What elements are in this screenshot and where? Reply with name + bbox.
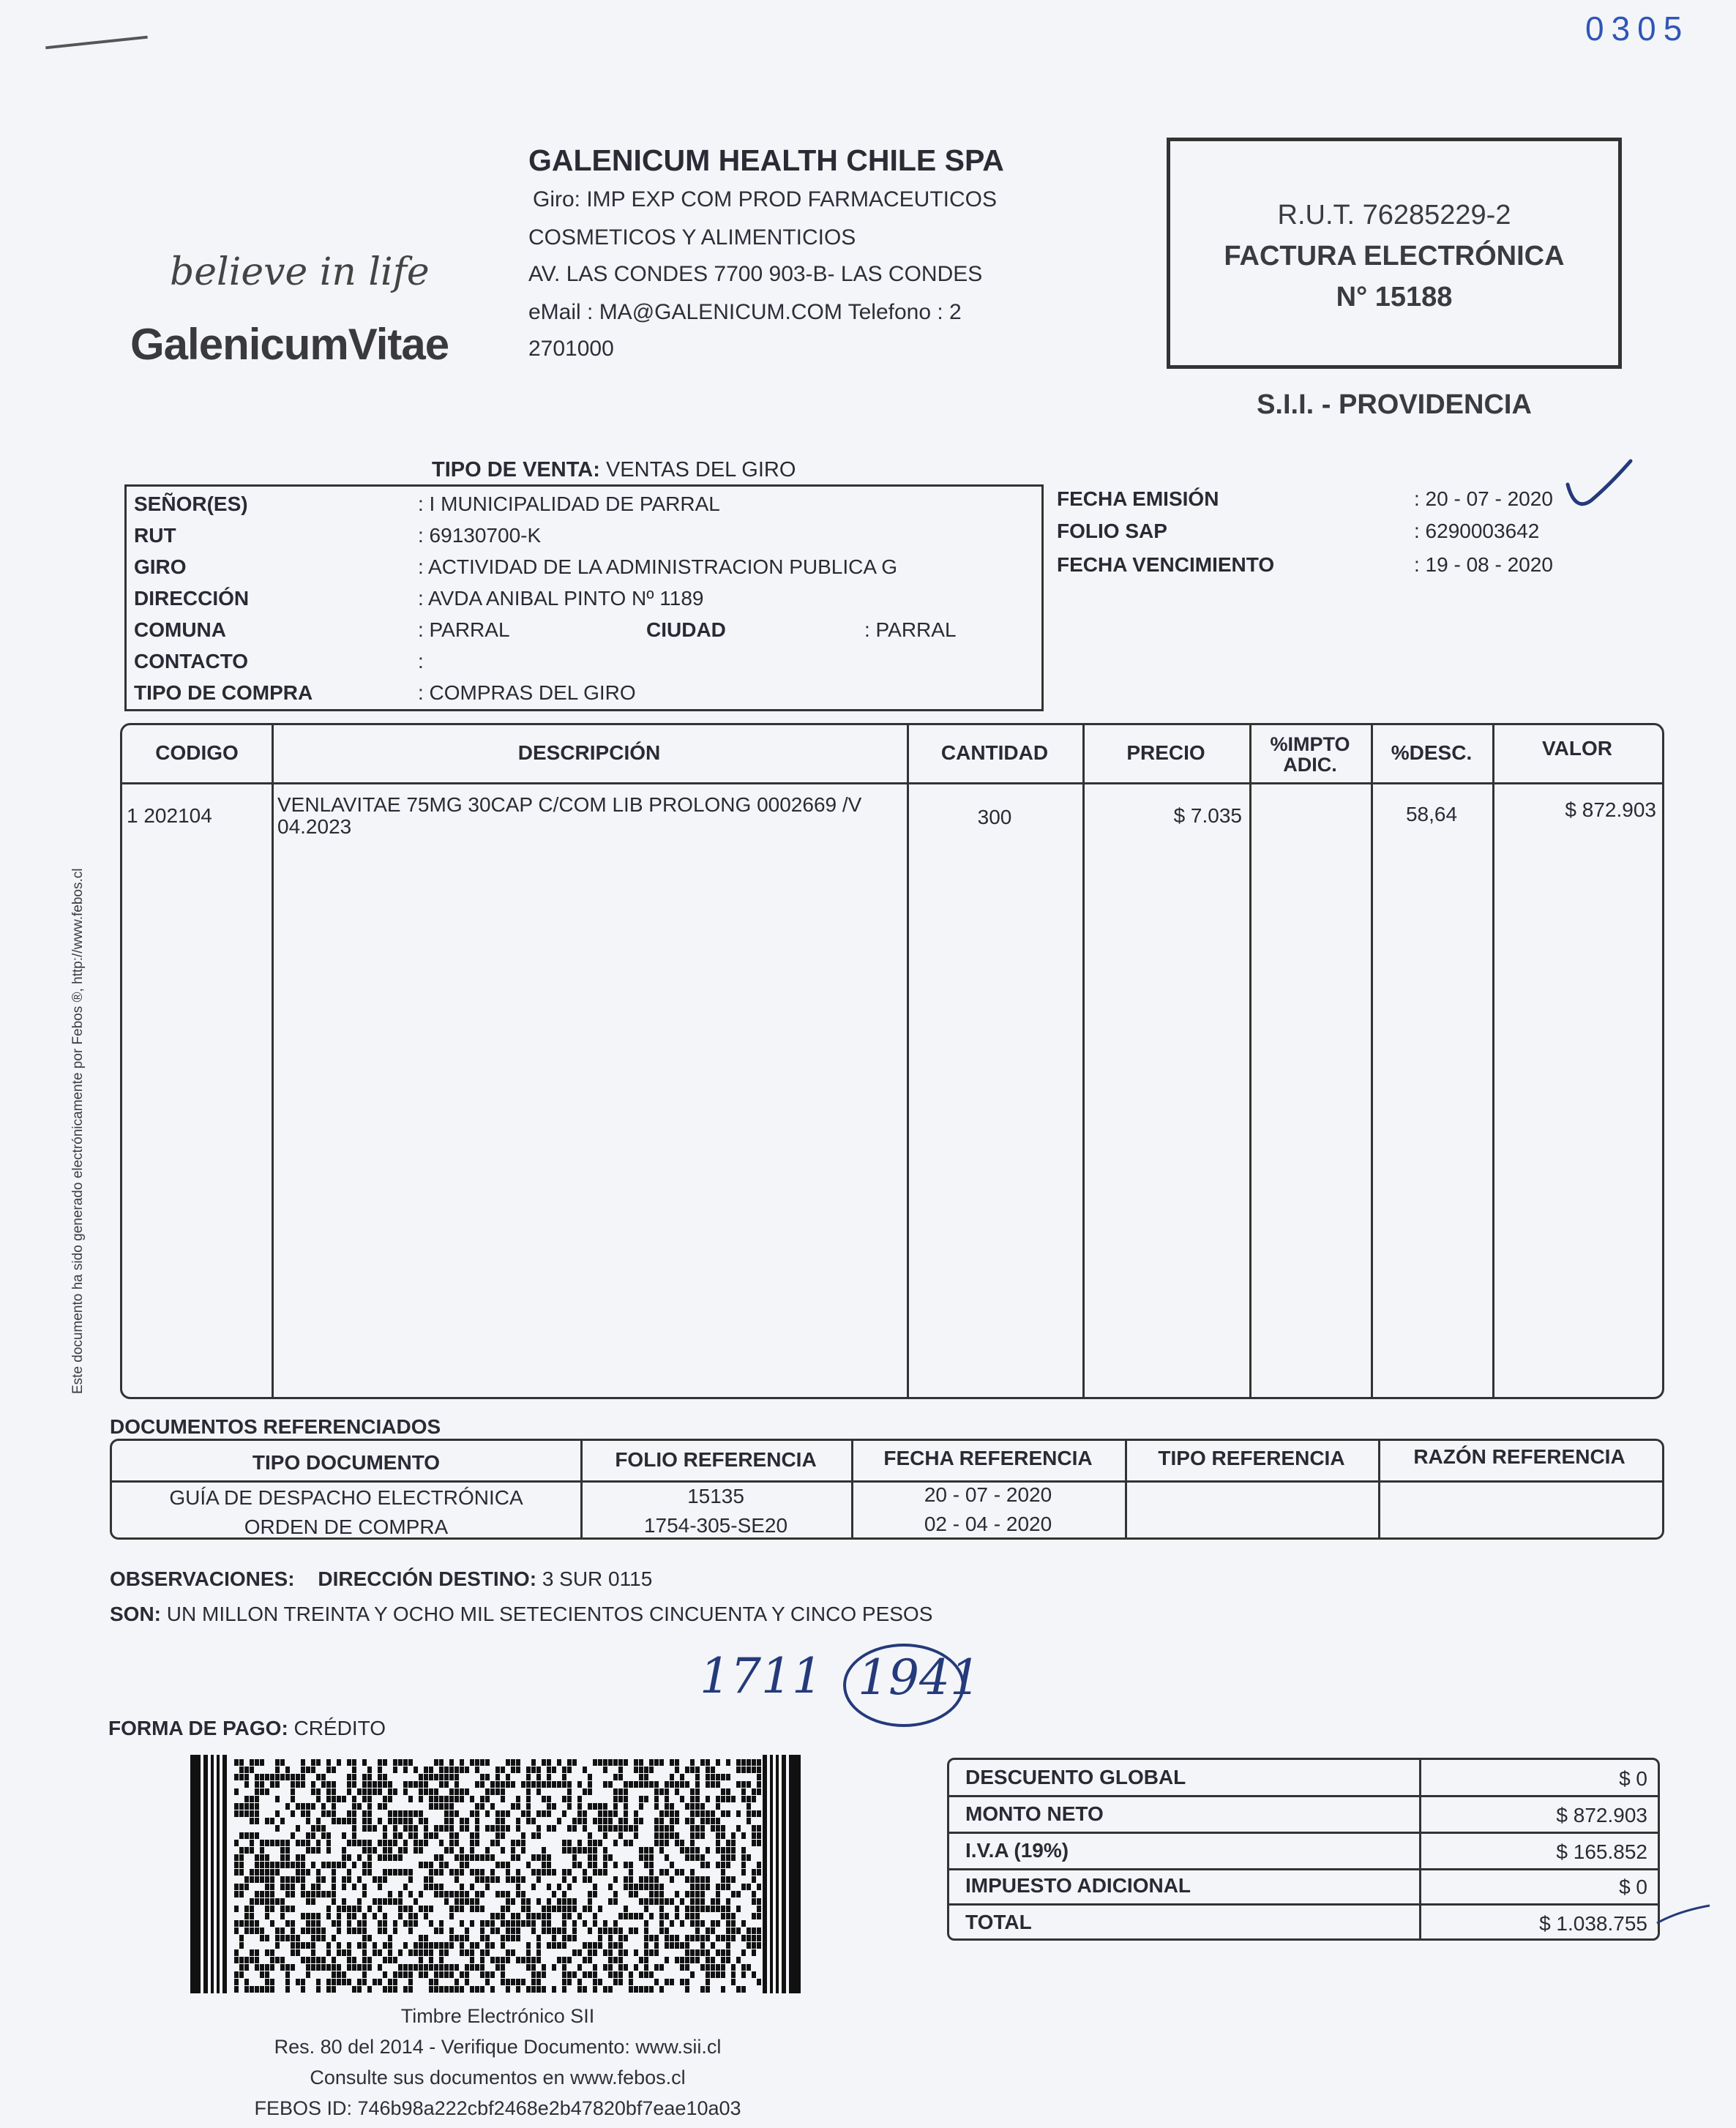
- stamp-consult: Consulte sus documentos en www.febos.cl: [310, 2067, 686, 2088]
- client-label-address: DIRECCIÓN: [134, 587, 250, 610]
- client-value-purchase-type: : COMPRAS DEL GIRO: [418, 681, 636, 704]
- col-divider: [1492, 725, 1494, 1397]
- vat-label: I.V.A (19%): [965, 1839, 1069, 1862]
- client-value-rut: : 69130700-K: [418, 524, 542, 547]
- client-label-rut: RUT: [134, 524, 176, 547]
- sale-type: [432, 458, 796, 482]
- col-header-price: PRECIO: [1126, 741, 1205, 764]
- col-header-quantity: CANTIDAD: [940, 741, 1049, 764]
- col-divider: [1419, 1760, 1421, 1938]
- total-value: $ 1.038.755: [1539, 1912, 1647, 1935]
- ref-row-1-folio: 15135: [687, 1485, 744, 1507]
- due-date-value: : 19 - 08 - 2020: [1414, 553, 1553, 576]
- payment-method: [108, 1717, 386, 1740]
- due-date-label: FECHA VENCIMIENTO: [1057, 553, 1275, 576]
- stamp-resolution: Res. 80 del 2014 - Verifique Documento: www.sii.cl: [274, 2036, 722, 2058]
- amount-words-value: UN MILLON TREINTA Y OCHO MIL SETECIENTOS CINCUENTA Y CINCO PESOS: [166, 1603, 933, 1625]
- row-divider: [949, 1795, 1658, 1797]
- ref-row-2-folio: 1754-305-SE20: [643, 1514, 788, 1537]
- pen-tick-icon: [1655, 1901, 1714, 1930]
- destination-label: DIRECCIÓN DESTINO:: [318, 1567, 537, 1590]
- stamp-title: Timbre Electrónico SII: [400, 2005, 595, 2027]
- item-price: $ 7.035: [1173, 804, 1242, 827]
- ref-row-1-date: 20 - 07 - 2020: [924, 1483, 1052, 1506]
- item-description-line-2: 04.2023: [277, 815, 352, 838]
- ref-header-reason: RAZÓN REFERENCIA: [1413, 1445, 1625, 1468]
- vat-value: $ 165.852: [1556, 1840, 1647, 1863]
- client-value-name: : I MUNICIPALIDAD DE PARRAL: [418, 492, 720, 515]
- issuer-line-5: 2701000: [528, 337, 614, 361]
- destination-value: 3 SUR 0115: [542, 1567, 653, 1590]
- client-label-contact: CONTACTO: [134, 650, 249, 673]
- corner-stamp-number: 0305: [1585, 10, 1690, 48]
- row-divider: [949, 1903, 1658, 1906]
- total-label: TOTAL: [965, 1911, 1032, 1933]
- logo-name: GalenicumVitae: [130, 320, 449, 369]
- amount-words-label: SON:: [110, 1603, 161, 1625]
- amount-in-words: [110, 1603, 932, 1626]
- col-header-value: VALOR: [1542, 737, 1612, 760]
- client-label-name: SEÑOR(ES): [134, 492, 248, 515]
- issuer-rut: R.U.T. 76285229-2: [1277, 200, 1511, 231]
- pen-stroke: [45, 36, 148, 50]
- handwritten-number: 1711: [700, 1648, 823, 1704]
- references-title: DOCUMENTOS REFERENCIADOS: [110, 1415, 441, 1438]
- col-header-code: CODIGO: [155, 741, 239, 764]
- item-discount: 58,64: [1405, 803, 1458, 825]
- document-number: N° 15188: [1336, 282, 1453, 312]
- sale-type-value: VENTAS DEL GIRO: [605, 458, 796, 482]
- sii-office: S.I.I. - PROVIDENCIA: [1257, 389, 1532, 420]
- item-code: 1 202104: [127, 804, 212, 827]
- col-header-discount: %DESC.: [1391, 741, 1473, 764]
- issuer-name: GALENICUM HEALTH CHILE SPA: [528, 143, 1004, 177]
- pdf417-barcode: [190, 1755, 805, 1993]
- client-label-purchase-type: TIPO DE COMPRA: [134, 681, 313, 704]
- checkmark-icon: [1562, 455, 1635, 514]
- row-divider: [949, 1868, 1658, 1870]
- issuer-line-1: Giro: IMP EXP COM PROD FARMACEUTICOS: [533, 187, 997, 211]
- stamp-febos-id: FEBOS ID: 746b98a222cbf2468e2b47820bf7eae10a03: [254, 2097, 741, 2119]
- sap-folio-value: : 6290003642: [1414, 520, 1540, 542]
- item-quantity: 300: [977, 806, 1012, 828]
- item-description-line-1: VENLAVITAE 75MG 30CAP C/COM LIB PROLONG 0002669 /V: [277, 793, 862, 816]
- item-description: [277, 794, 861, 838]
- issuer-line-2: COSMETICOS Y ALIMENTICIOS: [528, 225, 856, 250]
- additional-tax-value: $ 0: [1619, 1876, 1647, 1898]
- ref-header-ref-type: TIPO REFERENCIA: [1158, 1447, 1345, 1469]
- issue-date-value: : 20 - 07 - 2020: [1414, 487, 1553, 510]
- issue-date-label: FECHA EMISIÓN: [1057, 487, 1219, 510]
- references-table: [110, 1439, 1664, 1540]
- client-label-giro: GIRO: [134, 555, 187, 578]
- document-type: FACTURA ELECTRÓNICA: [1224, 241, 1565, 271]
- issuer-line-4: eMail : MA@GALENICUM.COM Telefono : 2: [528, 300, 962, 324]
- row-divider: [949, 1832, 1658, 1834]
- observations: [110, 1567, 652, 1591]
- ref-header-folio: FOLIO REFERENCIA: [615, 1448, 817, 1471]
- sap-folio-label: FOLIO SAP: [1057, 520, 1167, 542]
- sale-type-label: TIPO DE VENTA:: [432, 458, 600, 482]
- client-value-contact: :: [418, 650, 424, 673]
- ref-header-date: FECHA REFERENCIA: [883, 1447, 1093, 1469]
- header-divider: [112, 1480, 1662, 1483]
- client-box: [124, 484, 1044, 711]
- client-value-address: : AVDA ANIBAL PINTO Nº 1189: [418, 587, 704, 610]
- totals-table: [947, 1758, 1660, 1941]
- net-amount-label: MONTO NETO: [965, 1802, 1104, 1825]
- ref-row-2-date: 02 - 04 - 2020: [924, 1513, 1052, 1535]
- client-label-city: CIUDAD: [646, 618, 726, 641]
- col-divider: [272, 725, 274, 1397]
- ref-header-doc-type: TIPO DOCUMENTO: [252, 1451, 441, 1474]
- header-divider: [122, 782, 1662, 784]
- additional-tax-label: IMPUESTO ADICIONAL: [965, 1874, 1191, 1897]
- col-header-description: DESCRIPCIÓN: [517, 741, 661, 764]
- col-header-additional-tax: %IMPTO ADIC.: [1270, 733, 1350, 776]
- client-value-giro: : ACTIVIDAD DE LA ADMINISTRACION PUBLICA G: [418, 555, 898, 578]
- net-amount-value: $ 872.903: [1556, 1804, 1647, 1827]
- item-value: $ 872.903: [1565, 798, 1656, 821]
- global-discount-value: $ 0: [1619, 1767, 1647, 1790]
- generator-note: Este documento ha sido generado electrónicamente por Febos ®, http://www.febos.cl: [70, 868, 86, 1394]
- payment-value: CRÉDITO: [293, 1717, 386, 1739]
- global-discount-label: DESCUENTO GLOBAL: [965, 1766, 1186, 1788]
- items-table: [120, 723, 1664, 1399]
- document-id-box: [1167, 138, 1622, 369]
- ref-row-1-doc-type: GUÍA DE DESPACHO ELECTRÓNICA: [169, 1486, 523, 1509]
- logo-tagline: believe in life: [170, 250, 430, 294]
- payment-label: FORMA DE PAGO:: [108, 1717, 288, 1739]
- issuer-line-3: AV. LAS CONDES 7700 903-B- LAS CONDES: [528, 262, 983, 286]
- client-label-commune: COMUNA: [134, 618, 226, 641]
- col-divider: [1249, 725, 1252, 1397]
- client-value-city: : PARRAL: [864, 618, 957, 641]
- handwritten-circled-number: 1941: [858, 1649, 981, 1706]
- observations-label: OBSERVACIONES:: [110, 1567, 295, 1590]
- ref-row-2-doc-type: ORDEN DE COMPRA: [244, 1516, 449, 1538]
- client-value-commune: : PARRAL: [418, 618, 510, 641]
